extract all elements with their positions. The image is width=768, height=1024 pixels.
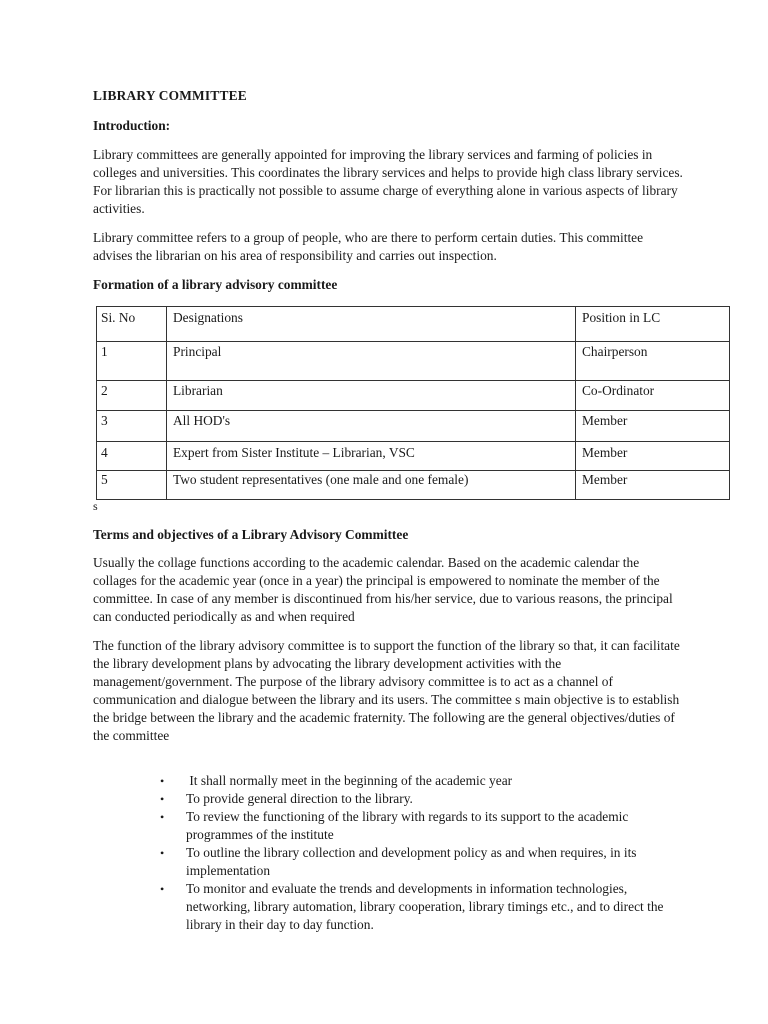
table-row — [97, 442, 730, 471]
table-cell: Co-Ordinator — [576, 381, 730, 411]
bullet-icon: • — [160, 774, 165, 788]
table-cell: 2 — [97, 381, 167, 411]
list-item — [150, 844, 680, 880]
table-cell: 5 — [97, 471, 167, 500]
table-cell: 3 — [97, 411, 167, 442]
list-item-text: To review the functioning of the library with regards to its support to the academic programmes of the institute — [186, 809, 629, 842]
committee-table — [96, 306, 730, 500]
terms-paragraph-1: Usually the collage functions according to the academic calendar. Based on the academic calendar the collages for the academic year (once in a year) the principal is empowered to nominate the member of the committee. In case of any member is discontinued from his/her service, due to various reasons, the principal can conducted periodically as and when required — [93, 555, 673, 624]
table-cell: Principal — [167, 342, 576, 381]
table-cell: Member — [576, 471, 730, 500]
list-item-text: It shall normally meet in the beginning of the academic year — [186, 773, 513, 788]
table-cell: Chairperson — [576, 342, 730, 381]
terms-heading: Terms and objectives of a Library Advisory Committee — [93, 527, 409, 542]
table-header-cell: Position in LC — [576, 307, 730, 342]
table-row — [97, 342, 730, 381]
table-cell: Expert from Sister Institute – Librarian, VSC — [167, 442, 576, 471]
bullet-icon: • — [160, 882, 165, 896]
list-item-text: To monitor and evaluate the trends and developments in information technologies, networking, library automation, library cooperation, library timings etc., and to direct the library in their day to day function. — [186, 881, 664, 932]
page-title: LIBRARY COMMITTEE — [93, 88, 247, 103]
formation-heading: Formation of a library advisory committee — [93, 277, 338, 292]
list-item — [150, 790, 680, 808]
terms-paragraph-2: The function of the library advisory committee is to support the function of the library so that, it can facilitate the library development plans by advocating the library development activities with the management/government. The purpose of the library advisory committee is to act as a channel of communication and dialogue between the library and its users. The committee s main objective is to establish the bridge between the library and the academic fraternity. The following are the general objectives/duties of the committee — [93, 638, 680, 743]
table-cell: Member — [576, 442, 730, 471]
introduction-heading: Introduction: — [93, 118, 171, 133]
table-cell: Librarian — [167, 381, 576, 411]
introduction-paragraph-1: Library committees are generally appointed for improving the library services and farming of policies in colleges and universities. This coordinates the library services and helps to provide high class library services. For librarian this is practically not possible to assume charge of everything alone in various aspects of library activities. — [93, 147, 683, 216]
table-cell: Two student representatives (one male and one female) — [167, 471, 576, 500]
list-item — [150, 880, 680, 934]
stray-character: s — [93, 499, 98, 513]
objectives-list — [150, 772, 680, 934]
list-item — [150, 808, 680, 844]
list-item-text: To provide general direction to the library. — [186, 791, 413, 806]
list-item-text: To outline the library collection and development policy as and when requires, in its implementation — [186, 845, 637, 878]
bullet-icon: • — [160, 792, 165, 806]
table-cell: All HOD's — [167, 411, 576, 442]
list-item — [150, 772, 680, 790]
bullet-icon: • — [160, 846, 165, 860]
table-cell: 4 — [97, 442, 167, 471]
table-cell: 1 — [97, 342, 167, 381]
table-row — [97, 381, 730, 411]
table-header-cell: Designations — [167, 307, 576, 342]
table-header-row — [97, 307, 730, 342]
table-header-cell: Si. No — [97, 307, 167, 342]
introduction-paragraph-2: Library committee refers to a group of people, who are there to perform certain duties. This committee advises the librarian on his area of responsibility and carries out inspection. — [93, 230, 644, 263]
table-cell: Member — [576, 411, 730, 442]
table-row — [97, 471, 730, 500]
bullet-icon: • — [160, 810, 165, 824]
table-row — [97, 411, 730, 442]
